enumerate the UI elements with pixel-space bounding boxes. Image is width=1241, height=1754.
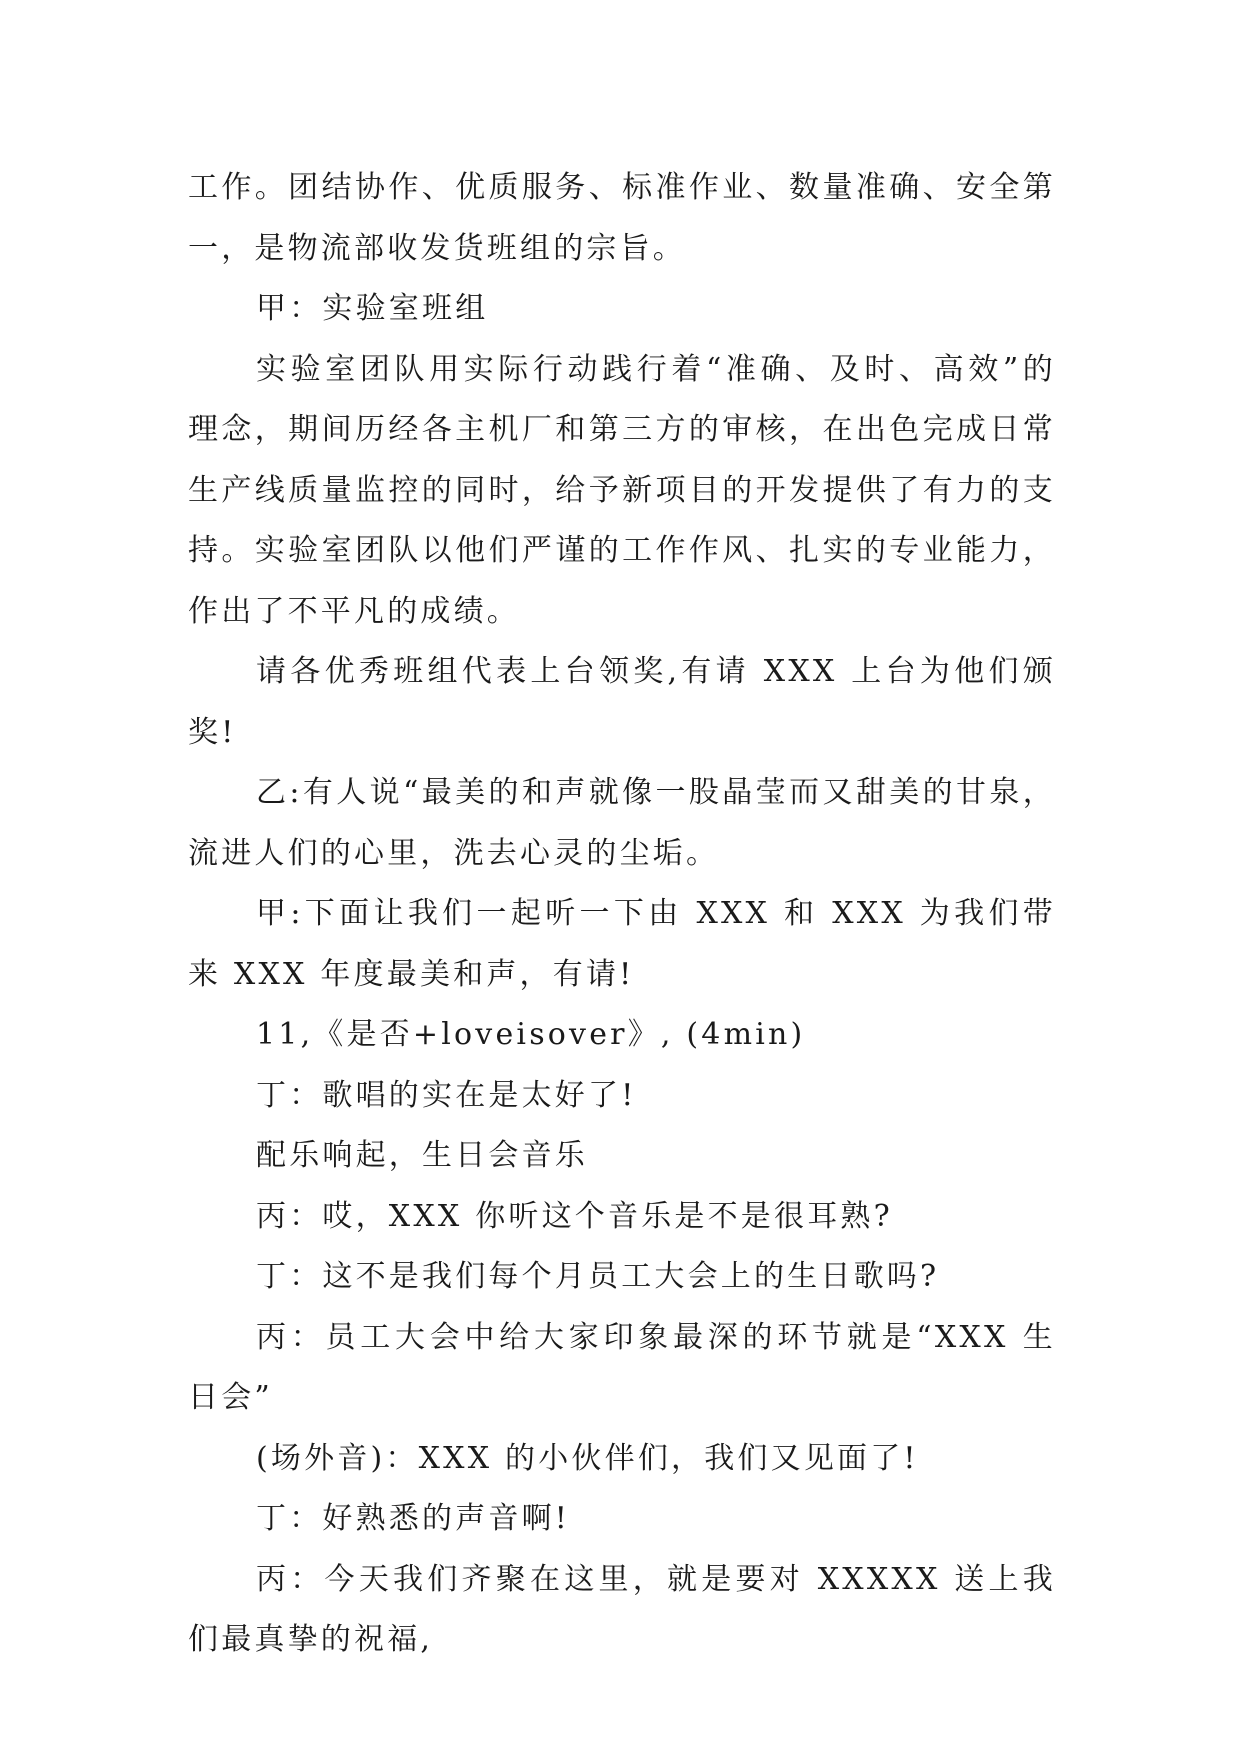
paragraph-line: 丁：这不是我们每个月员工大会上的生日歌吗?	[256, 1259, 940, 1294]
paragraph-line: 丙：今天我们齐聚在这里，就是要对 XXXXX 送上我们最真挚的祝福,	[188, 1561, 1056, 1657]
paragraph-continuation: 工作。团结协作、优质服务、标准作业、数量准确、安全第一，是物流部收发货班组的宗旨。	[188, 170, 1056, 266]
paragraph-line: 丁：歌唱的实在是太好了!	[256, 1077, 637, 1113]
paragraph-line: 丙：哎，XXX 你听这个音乐是不是很耳熟?	[256, 1198, 893, 1234]
paragraph-harmony-quote: 乙:有人说“最美的和声就像一股晶莹而又甜美的甘泉，流进人们的心里，洗去心灵的尘垢。	[188, 775, 1056, 871]
paragraph-award-invite: 请各优秀班组代表上台领奖,有请 XXX 上台为他们颁奖!	[188, 654, 1056, 750]
paragraph-program-item: 11,《是否+loveisover》, (4min)	[256, 1017, 806, 1052]
paragraph-harmony-intro: 甲:下面让我们一起听一下由 XXX 和 XXX 为我们带来 XXX 年度最美和声，有请!	[188, 896, 1056, 992]
paragraph-line: 丙：员工大会中给大家印象最深的环节就是“XXX 生日会”	[188, 1319, 1056, 1415]
document-body	[188, 158, 1056, 1671]
paragraph-line: 丁：好熟悉的声音啊!	[256, 1501, 571, 1536]
paragraph-lab-team: 实验室团队用实际行动践行着“准确、及时、高效”的理念，期间历经各主机厂和第三方的审核，在出色完成日常生产线质量监控的同时，给予新项目的开发提供了有力的支持。实验室团队以他们严谨的工作作风、扎实的专业能力，作出了不平凡的成绩。	[188, 351, 1056, 629]
paragraph-offstage-voice: (场外音)：XXX 的小伙伴们，我们又见面了!	[256, 1440, 919, 1476]
paragraph-heading-lab-team: 甲：实验室班组	[256, 291, 489, 326]
paragraph-stage-direction: 配乐响起，生日会音乐	[256, 1138, 588, 1173]
